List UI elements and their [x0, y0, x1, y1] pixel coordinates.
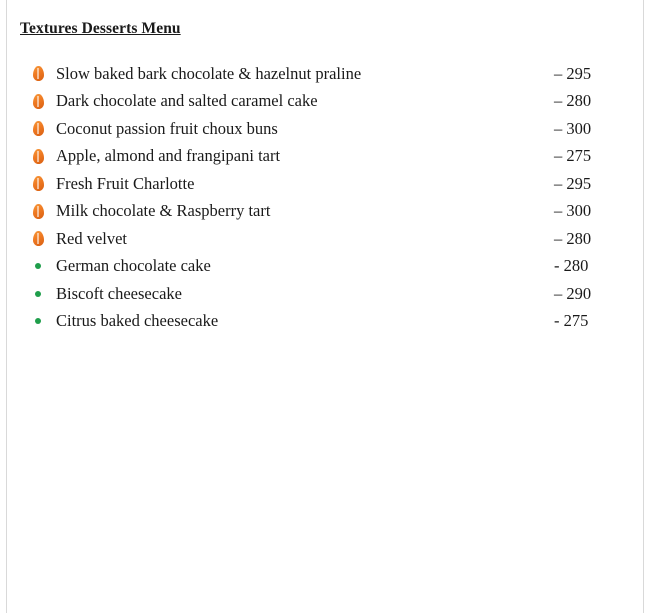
menu-item-list: [20, 60, 620, 335]
list-item: [20, 225, 620, 253]
menu-item-price: – 295: [554, 63, 592, 83]
menu-item-price: - 275: [554, 311, 589, 331]
menu-item-name: Citrus baked cheesecake: [56, 311, 219, 331]
menu-item-price: – 300: [554, 201, 592, 221]
menu-item-name: Coconut passion fruit choux buns: [56, 118, 278, 138]
menu-item-name: Slow baked bark chocolate & hazelnut praline: [56, 63, 362, 83]
list-item: [20, 60, 620, 88]
menu-item-price: – 275: [554, 146, 592, 166]
menu-item-name: Fresh Fruit Charlotte: [56, 173, 195, 193]
egg-bullet-icon: [20, 176, 56, 191]
menu-item-name: Red velvet: [56, 228, 128, 248]
list-item: [20, 170, 620, 198]
list-item: [20, 88, 620, 116]
menu-item-price: – 295: [554, 173, 592, 193]
egg-bullet-icon: [20, 94, 56, 109]
egg-bullet-icon: [20, 231, 56, 246]
list-item: [20, 143, 620, 171]
menu-item-name: Dark chocolate and salted caramel cake: [56, 91, 318, 111]
menu-item-name: German chocolate cake: [56, 256, 211, 276]
page-right-border: [643, 0, 644, 613]
page-left-border: [6, 0, 7, 613]
egg-bullet-icon: [20, 121, 56, 136]
menu-item-name: Apple, almond and frangipani tart: [56, 146, 281, 166]
egg-bullet-icon: [20, 149, 56, 164]
list-item: [20, 280, 620, 308]
dot-bullet-icon: [20, 263, 56, 269]
egg-bullet-icon: [20, 66, 56, 81]
menu-item-price: – 290: [554, 283, 592, 303]
list-item: [20, 115, 620, 143]
list-item: [20, 198, 620, 226]
dot-bullet-icon: [20, 291, 56, 297]
menu-item-price: – 280: [554, 91, 592, 111]
dot-bullet-icon: [20, 318, 56, 324]
menu-item-price: – 300: [554, 118, 592, 138]
menu-item-name: Milk chocolate & Raspberry tart: [56, 201, 271, 221]
list-item: [20, 253, 620, 281]
menu-item-price: – 280: [554, 228, 592, 248]
list-item: [20, 308, 620, 336]
menu-item-name: Biscoft cheesecake: [56, 283, 182, 303]
page-title: Textures Desserts Menu: [20, 20, 181, 37]
egg-bullet-icon: [20, 204, 56, 219]
menu-item-price: - 280: [554, 256, 589, 276]
